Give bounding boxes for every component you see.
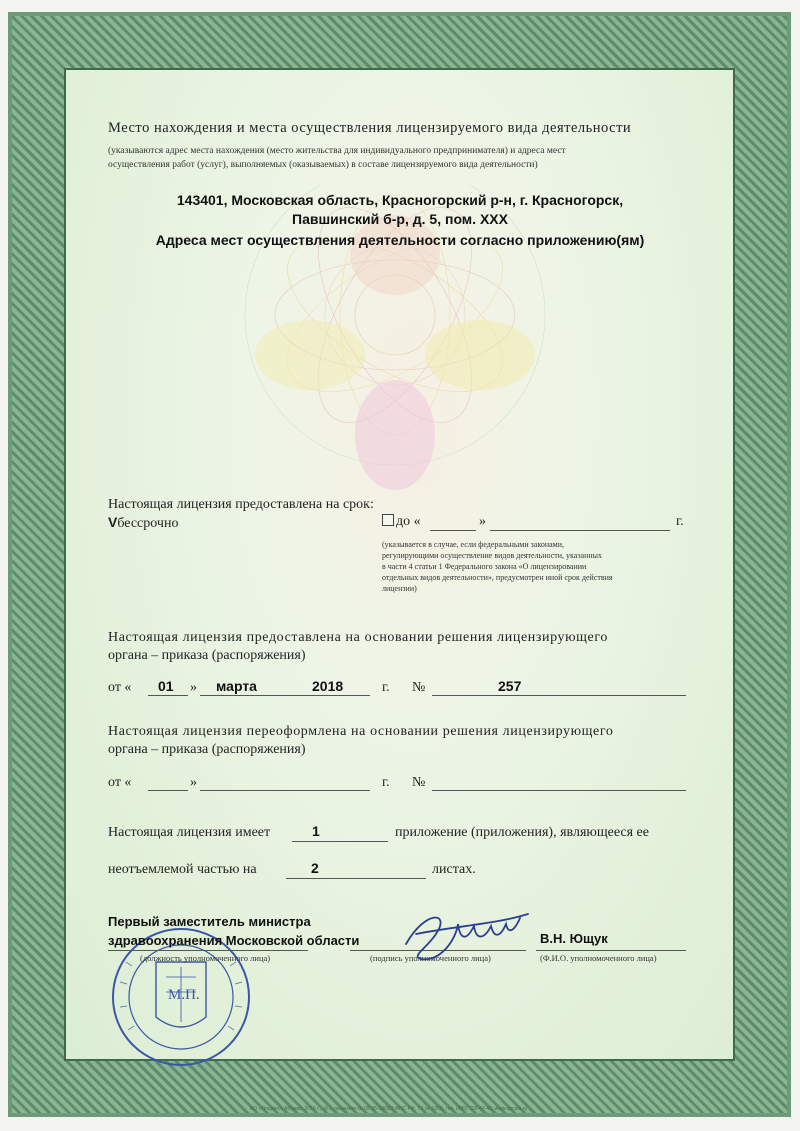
appendix-has-label: Настоящая лицензия имеет bbox=[108, 825, 271, 840]
until-year-suffix: г. bbox=[676, 514, 684, 529]
reissue-month-line bbox=[200, 790, 370, 791]
signature-caption: (подпись уполномоченного лица) bbox=[370, 953, 491, 963]
appendix-integral-label: неотъемлемой частью на bbox=[108, 862, 257, 877]
grant-line2: органа – приказа (распоряжения) bbox=[108, 648, 306, 663]
reissue-from-label: от « bbox=[108, 775, 132, 790]
appendix-sheets-label: листах. bbox=[432, 862, 476, 877]
location-title: Место нахождения и места осуществления лицензируемого вида деятельности bbox=[108, 120, 632, 136]
printer-imprint: АО «Опцион», Москва, 2016 г., «Б», лицензия № 05-05-09/003 ФНС РФ, ТЗ № 1260, тел. (495) 726-47-42, www.opcion.ru bbox=[250, 1106, 528, 1112]
appendix-text: приложение (приложения), являющееся ее bbox=[395, 825, 649, 840]
reissue-line1: Настоящая лицензия переоформлена на основании решения лицензирующего bbox=[108, 724, 614, 739]
handwritten-signature bbox=[396, 904, 536, 968]
until-month-line bbox=[490, 530, 670, 531]
appendix-sheets-line bbox=[286, 878, 426, 879]
term-label: Настоящая лицензия предоставлена на срок: bbox=[108, 497, 374, 512]
appendix-sheets: 2 bbox=[311, 860, 319, 876]
indefinite-checkmark: V bbox=[108, 514, 118, 530]
reissue-day-line bbox=[148, 790, 188, 791]
position-caption: (должность уполномоченного лица) bbox=[140, 953, 271, 963]
grant-day-line bbox=[148, 695, 188, 696]
term-until bbox=[382, 514, 421, 530]
location-note-line2: осуществления работ (услуг), выполняемых (оказываемых) в составе лицензируемого вида деятельности) bbox=[108, 160, 538, 170]
grant-number-label: № bbox=[412, 680, 426, 695]
name-line bbox=[536, 950, 686, 951]
term-note-line4: отдельных видов деятельности», предусмотрен иной срок действия bbox=[382, 573, 613, 582]
grant-year: 2018 bbox=[312, 678, 344, 694]
indefinite-label: бессрочно bbox=[117, 516, 179, 531]
term-indefinite bbox=[108, 514, 178, 532]
grant-year-suffix: г. bbox=[382, 680, 390, 695]
term-note-line1: (указывается в случае, если федеральными законами, bbox=[382, 540, 565, 549]
grant-number-line bbox=[432, 695, 686, 696]
address-line3: Адреса мест осуществления деятельности согласно приложению(ям) bbox=[155, 232, 645, 248]
reissue-year-suffix: г. bbox=[382, 775, 390, 790]
location-note-line1: (указываются адрес места нахождения (место жительства для индивидуального предпринимателя) и адреса мест bbox=[108, 146, 566, 156]
appendix-count-line bbox=[292, 841, 388, 842]
signer-position-line1: Первый заместитель министра bbox=[108, 914, 311, 929]
term-note-line2: регулирующими осуществление видов деятельности, указанных bbox=[382, 551, 603, 560]
until-day-line bbox=[430, 530, 476, 531]
until-quote-close: » bbox=[479, 514, 486, 529]
grant-from-label: от « bbox=[108, 680, 132, 695]
address-line2: Павшинский б-р, д. 5, пом. XXX bbox=[292, 211, 508, 227]
grant-quote-close: » bbox=[190, 680, 197, 695]
stamp-mark: М.П. bbox=[168, 987, 200, 1003]
name-caption: (Ф.И.О. уполномоченного лица) bbox=[540, 953, 657, 963]
until-checkbox bbox=[382, 514, 394, 526]
reissue-quote-close: » bbox=[190, 775, 197, 790]
reissue-number-label: № bbox=[412, 775, 426, 790]
address-line1: 143401, Московская область, Красногорский р-н, г. Красногорск, bbox=[176, 192, 624, 208]
position-line bbox=[108, 950, 308, 951]
grant-line1: Настоящая лицензия предоставлена на основании решения лицензирующего bbox=[108, 630, 608, 645]
grant-month-line bbox=[200, 695, 370, 696]
grant-month: марта bbox=[216, 678, 257, 694]
until-label: до « bbox=[396, 514, 421, 529]
reissue-line2: органа – приказа (распоряжения) bbox=[108, 742, 306, 757]
signer-name: В.Н. Ющук bbox=[540, 931, 608, 946]
grant-number: 257 bbox=[498, 678, 522, 694]
appendix-count: 1 bbox=[312, 823, 320, 839]
term-note-line3: в части 4 статьи 1 Федерального закона «О лицензировании bbox=[382, 562, 587, 571]
reissue-number-line bbox=[432, 790, 686, 791]
grant-day: 01 bbox=[158, 678, 174, 694]
signer-position-line2: здравоохранения Московской области bbox=[108, 933, 360, 948]
term-note-line5: лицензии) bbox=[382, 584, 417, 593]
